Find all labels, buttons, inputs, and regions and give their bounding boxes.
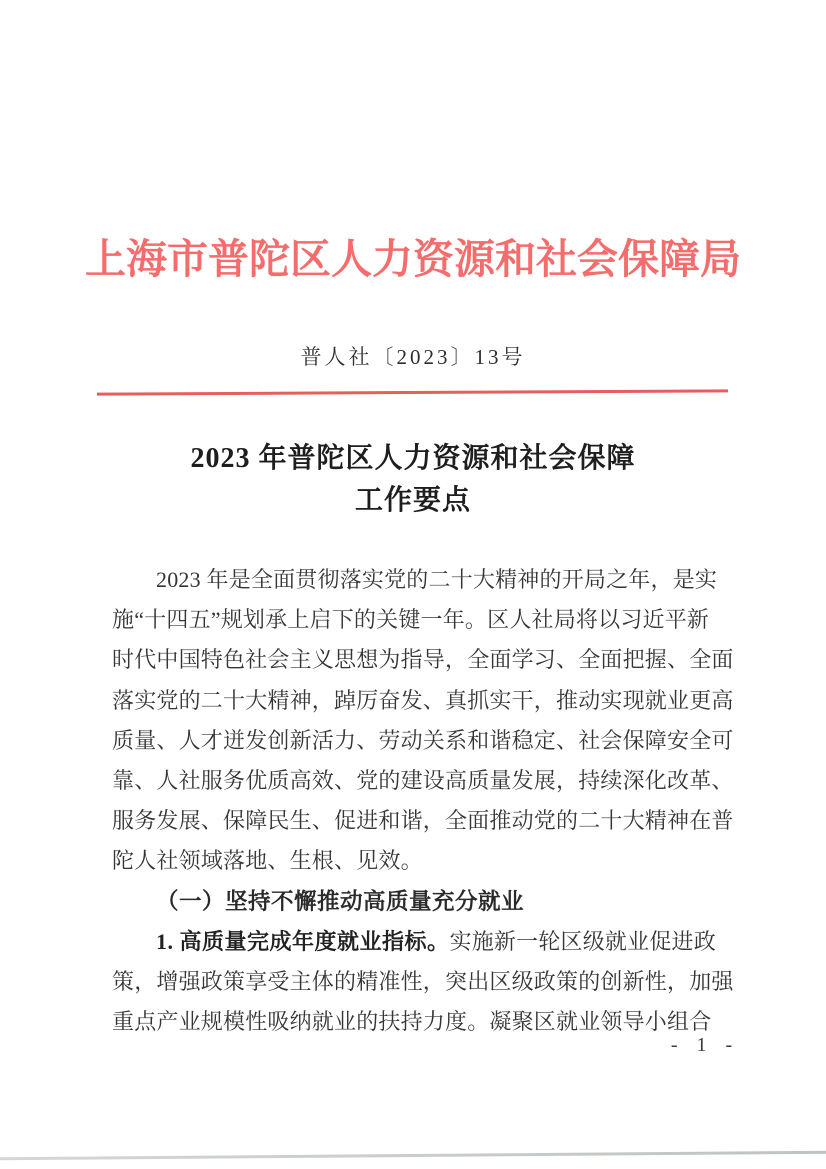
document-body [112,560,738,1042]
document-title-line2: 工作要点 [354,485,471,516]
text-line: 策，增强政策享受主体的精准性，突出区级政策的创新性，加强 [112,969,734,995]
agency-masthead: 上海市普陀区人力资源和社会保障局 [85,236,741,282]
paragraph-item-1-rest [112,962,738,1042]
section-heading-1: （一）坚持不懈推动高质量充分就业 [156,888,525,914]
text-line: 落实党的二十大精神，踔厉奋发、真抓实干，推动实现就业更高 [112,687,734,713]
text-line: 施“十四五”规划承上启下的关键一年。区人社局将以习近平新 [112,607,710,633]
document-title [0,438,826,522]
paragraph-item-1-bold-lead: 1. 高质量完成年度就业指标。 [156,928,450,954]
paragraph-item-1-line1 [112,922,738,962]
document-number: 普人社〔2023〕13号 [300,345,526,369]
paragraph-item-1-line1-rest: 实施新一轮区级就业促进政 [449,928,716,954]
document-title-line1: 2023 年普陀区人力资源和社会保障 [190,443,636,474]
paragraph-item-1 [112,922,738,1043]
text-line: 2023 年是全面贯彻落实党的二十大精神的开局之年，是实 [156,567,718,592]
scan-bottom-edge-artifact [0,1151,826,1160]
page-number: - 1 - [670,1034,740,1056]
text-line: 时代中国特色社会主义思想为指导，全面学习、全面把握、全面 [112,647,734,673]
text-line: 服务发展、保障民生、促进和谐，全面推动党的二十大精神在普 [112,808,734,834]
red-divider-rule [97,389,728,395]
text-line: 重点产业规模性吸纳就业的扶持力度。凝聚区就业领导小组合 [112,1009,712,1035]
text-line: 质量、人才迸发创新活力、劳动关系和谐稳定、社会保障安全可 [112,727,734,753]
paragraph-intro [112,560,738,882]
text-line: 靠、人社服务优质高效、党的建设高质量发展，持续深化改革、 [112,768,734,794]
text-line: 陀人社领域落地、生根、见效。 [112,848,423,874]
